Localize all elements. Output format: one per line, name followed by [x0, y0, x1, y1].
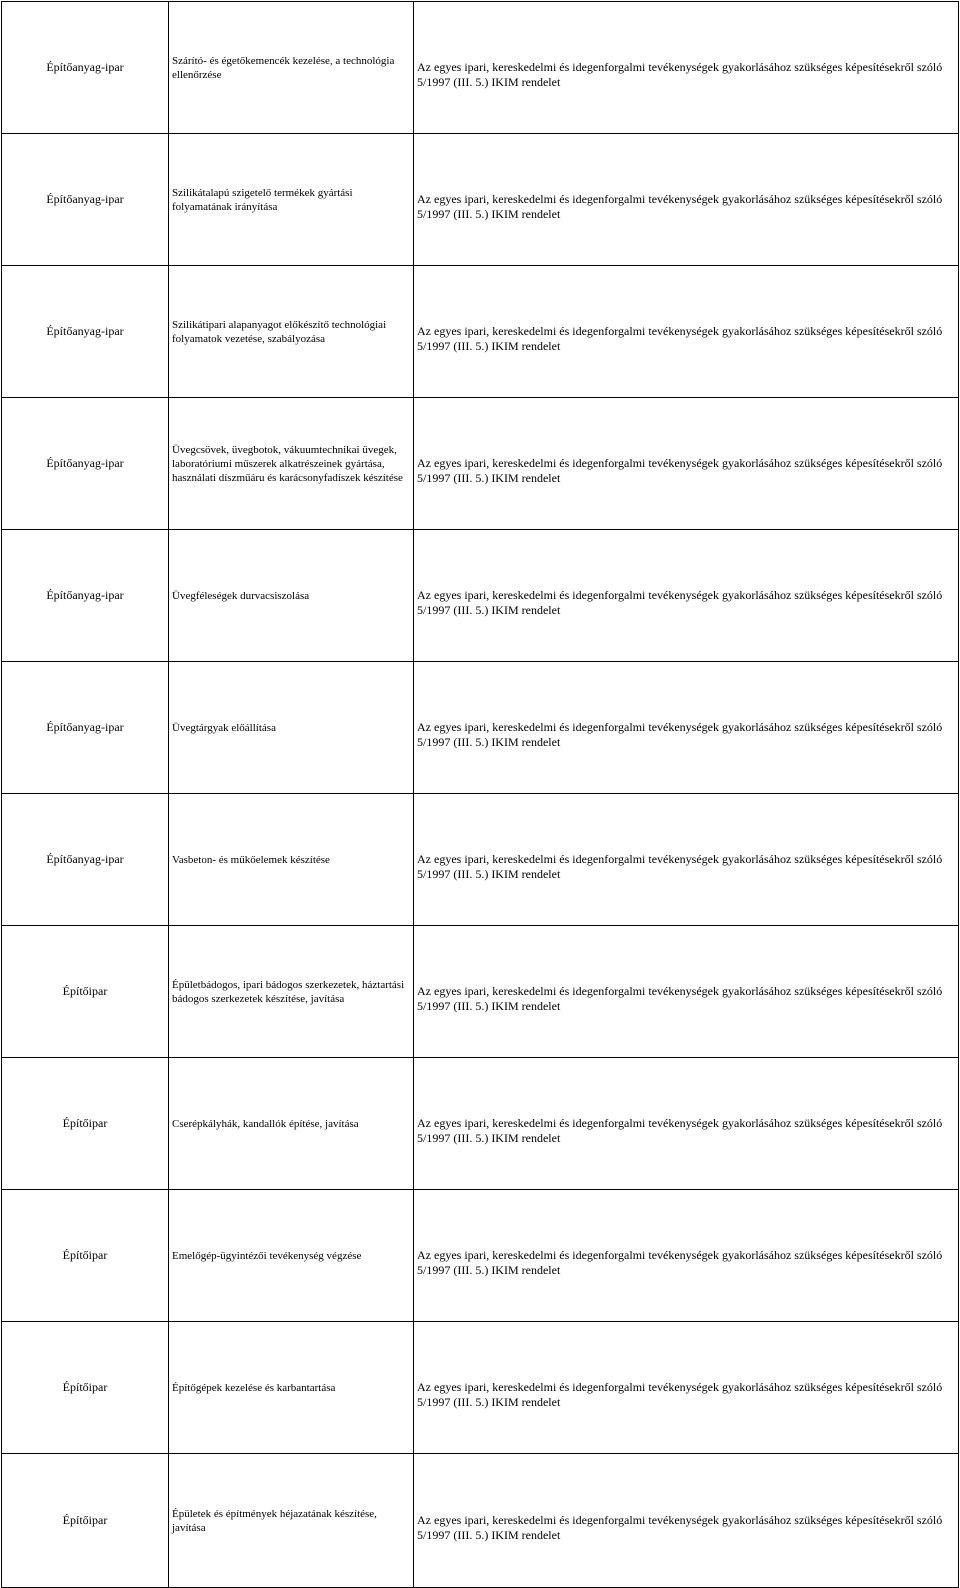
sector-cell: Építőipar [2, 1190, 169, 1322]
table-row [2, 1454, 959, 1588]
activity-cell: Építőgépek kezelése és karbantartása [169, 1322, 414, 1454]
regulation-cell: Az egyes ipari, kereskedelmi és idegenforgalmi tevékenységek gyakorlásához szükséges képesítésekről szóló 5/1997 (III. 5.) IKIM rendelet [414, 1058, 959, 1190]
table-row [2, 2, 959, 134]
regulation-cell: Az egyes ipari, kereskedelmi és idegenforgalmi tevékenységek gyakorlásához szükséges képesítésekről szóló 5/1997 (III. 5.) IKIM rendelet [414, 2, 959, 134]
sector-cell: Építőanyag-ipar [2, 398, 169, 530]
sector-cell: Építőipar [2, 1454, 169, 1588]
regulation-cell: Az egyes ipari, kereskedelmi és idegenforgalmi tevékenységek gyakorlásához szükséges képesítésekről szóló 5/1997 (III. 5.) IKIM rendelet [414, 530, 959, 662]
sector-cell: Építőanyag-ipar [2, 266, 169, 398]
sector-cell: Építőanyag-ipar [2, 794, 169, 926]
activity-cell: Szilikátipari alapanyagot előkészítő technológiai folyamatok vezetése, szabályozása [169, 266, 414, 398]
table-row [2, 1058, 959, 1190]
activity-cell: Szárító- és égetőkemencék kezelése, a technológia ellenőrzése [169, 2, 414, 134]
activity-cell: Üvegcsövek, üvegbotok, vákuumtechnikai üvegek, laboratóriumi műszerek alkatrészeinek gyártása, használati díszműáru és karácsonyfadíszek készítése [169, 398, 414, 530]
table-row [2, 1322, 959, 1454]
regulation-cell: Az egyes ipari, kereskedelmi és idegenforgalmi tevékenységek gyakorlásához szükséges képesítésekről szóló 5/1997 (III. 5.) IKIM rendelet [414, 1322, 959, 1454]
sector-cell: Építőipar [2, 1058, 169, 1190]
regulation-cell: Az egyes ipari, kereskedelmi és idegenforgalmi tevékenységek gyakorlásához szükséges képesítésekről szóló 5/1997 (III. 5.) IKIM rendelet [414, 662, 959, 794]
activity-cell: Szilikátalapú szigetelő termékek gyártási folyamatának irányítása [169, 134, 414, 266]
sector-cell: Építőipar [2, 1322, 169, 1454]
activity-cell: Vasbeton- és műkőelemek készítése [169, 794, 414, 926]
table-row [2, 266, 959, 398]
activity-cell: Üvegféleségek durvacsiszolása [169, 530, 414, 662]
sector-cell: Építőipar [2, 926, 169, 1058]
activity-cell: Épületek és építmények héjazatának készítése, javítása [169, 1454, 414, 1588]
regulation-cell: Az egyes ipari, kereskedelmi és idegenforgalmi tevékenységek gyakorlásához szükséges képesítésekről szóló 5/1997 (III. 5.) IKIM rendelet [414, 266, 959, 398]
table-row [2, 1190, 959, 1322]
table-row [2, 398, 959, 530]
activity-cell: Üvegtárgyak előállítása [169, 662, 414, 794]
activity-cell: Épületbádogos, ipari bádogos szerkezetek, háztartási bádogos szerkezetek készítése, javítása [169, 926, 414, 1058]
regulation-cell: Az egyes ipari, kereskedelmi és idegenforgalmi tevékenységek gyakorlásához szükséges képesítésekről szóló 5/1997 (III. 5.) IKIM rendelet [414, 794, 959, 926]
activity-table [1, 1, 959, 1588]
sector-cell: Építőanyag-ipar [2, 2, 169, 134]
regulation-cell: Az egyes ipari, kereskedelmi és idegenforgalmi tevékenységek gyakorlásához szükséges képesítésekről szóló 5/1997 (III. 5.) IKIM rendelet [414, 398, 959, 530]
table-row [2, 926, 959, 1058]
table-row [2, 662, 959, 794]
sector-cell: Építőanyag-ipar [2, 530, 169, 662]
regulation-cell: Az egyes ipari, kereskedelmi és idegenforgalmi tevékenységek gyakorlásához szükséges képesítésekről szóló 5/1997 (III. 5.) IKIM rendelet [414, 134, 959, 266]
activity-cell: Emelőgép-ügyintézői tevékenység végzése [169, 1190, 414, 1322]
regulation-cell: Az egyes ipari, kereskedelmi és idegenforgalmi tevékenységek gyakorlásához szükséges képesítésekről szóló 5/1997 (III. 5.) IKIM rendelet [414, 1190, 959, 1322]
regulation-cell: Az egyes ipari, kereskedelmi és idegenforgalmi tevékenységek gyakorlásához szükséges képesítésekről szóló 5/1997 (III. 5.) IKIM rendelet [414, 1454, 959, 1588]
table-row [2, 530, 959, 662]
activity-cell: Cserépkályhák, kandallók építése, javítása [169, 1058, 414, 1190]
sector-cell: Építőanyag-ipar [2, 662, 169, 794]
sector-cell: Építőanyag-ipar [2, 134, 169, 266]
table-row [2, 134, 959, 266]
regulation-cell: Az egyes ipari, kereskedelmi és idegenforgalmi tevékenységek gyakorlásához szükséges képesítésekről szóló 5/1997 (III. 5.) IKIM rendelet [414, 926, 959, 1058]
table-row [2, 794, 959, 926]
